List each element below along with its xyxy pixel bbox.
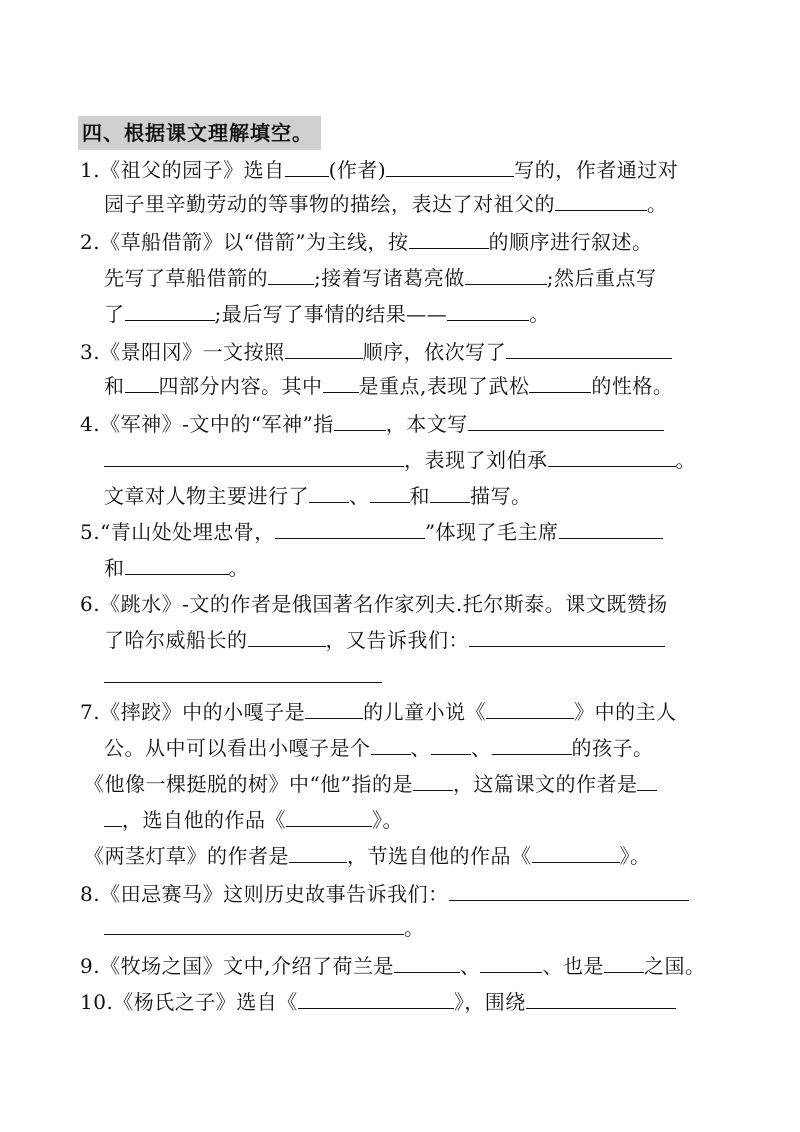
item-2-text: ;然后重点写	[546, 266, 657, 290]
item-4-line-2	[104, 446, 696, 474]
fill-blank[interactable]	[309, 482, 349, 503]
item-8-line-2	[104, 914, 425, 942]
fill-blank[interactable]	[268, 264, 314, 285]
item-3-text: 3.《景阳冈》一文按照	[80, 340, 285, 364]
item-5-text: 5.“青山处处埋忠骨，	[80, 520, 275, 544]
item-10-line-1	[80, 988, 676, 1016]
fill-blank[interactable]	[104, 446, 404, 467]
fill-blank[interactable]	[532, 842, 620, 863]
section-heading: 四、根据课文理解填空。	[78, 116, 321, 150]
item-7-text: ，节选自他的作品《	[347, 844, 532, 868]
item-2-line-3	[104, 300, 550, 328]
item-4-text: 、	[349, 484, 370, 508]
item-10-text: 》，围绕	[453, 990, 526, 1014]
fill-blank[interactable]	[104, 914, 404, 935]
item-1-text: 1.《祖父的园子》选自	[80, 158, 285, 182]
item-5-line-1	[80, 518, 663, 546]
item-7-text: 》中的主人	[574, 700, 677, 724]
item-2-text: 。	[529, 302, 550, 326]
item-5-text: 。	[228, 556, 249, 580]
fill-blank[interactable]	[492, 734, 572, 755]
fill-blank[interactable]	[125, 554, 229, 575]
fill-blank[interactable]	[486, 698, 574, 719]
item-7-text: 》。	[619, 844, 651, 868]
item-8-text: 8.《田忌赛马》这则历史故事告诉我们：	[80, 882, 449, 906]
item-3-text: 和	[104, 374, 125, 398]
item-6-line-1	[80, 590, 668, 618]
fill-blank[interactable]	[506, 338, 672, 359]
item-4-text: ，表现了刘伯承	[404, 448, 548, 472]
item-1-line-2	[104, 190, 668, 218]
fill-blank[interactable]	[275, 518, 425, 539]
fill-blank[interactable]	[371, 734, 411, 755]
item-3-text: 是重点,表现了武松	[358, 374, 530, 398]
fill-blank[interactable]	[526, 988, 676, 1009]
item-7-text: 的儿童小说《	[363, 700, 487, 724]
item-7-line-1	[80, 698, 677, 726]
fill-blank[interactable]	[286, 806, 372, 827]
item-7-line-4	[104, 806, 403, 834]
fill-blank[interactable]	[413, 770, 453, 791]
item-6-line-2	[104, 626, 665, 654]
fill-blank[interactable]	[409, 228, 489, 249]
item-2-text: ;最后写了事情的结果——	[214, 302, 448, 326]
item-7-text: ，这篇课文的作者是	[452, 772, 638, 796]
fill-blank[interactable]	[447, 300, 529, 321]
item-4-text: 文章对人物主要进行了	[104, 484, 309, 508]
item-2-text: ;接着写诸葛亮做	[314, 266, 465, 290]
item-7-text: 》。	[372, 808, 403, 832]
item-6-line-3	[104, 662, 382, 690]
fill-blank[interactable]	[431, 734, 471, 755]
item-6-text: ，又告诉我们：	[325, 628, 469, 652]
item-2-text: 2.《草船借箭》以“借箭”为主线，按	[80, 230, 409, 254]
item-7-text: 的孩子。	[571, 736, 654, 760]
fill-blank[interactable]	[370, 482, 410, 503]
fill-blank[interactable]	[480, 952, 542, 973]
item-5-text: 和	[104, 556, 125, 580]
fill-blank[interactable]	[248, 626, 326, 647]
item-8-line-1	[80, 880, 689, 908]
item-4-line-1	[80, 410, 664, 438]
fill-blank[interactable]	[298, 988, 454, 1009]
item-3-line-1	[80, 338, 672, 366]
item-7-line-3	[84, 770, 657, 798]
item-1-text: 写的，作者通过对	[514, 158, 679, 182]
item-7-text: 、	[471, 736, 492, 760]
item-1-text: 。	[647, 192, 668, 216]
item-2-line-1	[80, 228, 653, 256]
fill-blank[interactable]	[386, 156, 514, 177]
item-9-line-1	[80, 952, 705, 980]
fill-blank[interactable]	[430, 482, 470, 503]
item-2-line-2	[104, 264, 657, 292]
item-7-line-5	[84, 842, 651, 870]
fill-blank[interactable]	[559, 518, 663, 539]
item-4-text: 。	[675, 448, 696, 472]
item-9-text: 9.《牧场之国》文中,介绍了荷兰是	[80, 954, 394, 978]
item-2-text: 了	[104, 302, 125, 326]
item-2-text: 的顺序进行叙述。	[488, 230, 653, 254]
item-5-line-2	[104, 554, 249, 582]
item-4-line-3	[104, 482, 532, 510]
fill-blank[interactable]	[285, 338, 363, 359]
item-4-text: 4.《军神》-文中的“军神”指	[80, 412, 334, 436]
fill-blank[interactable]	[334, 410, 386, 431]
item-6-text: 了哈尔威船长的	[104, 628, 248, 652]
item-3-text: 顺序，依次写了	[362, 340, 507, 364]
item-7-line-2	[104, 734, 654, 762]
fill-blank[interactable]	[529, 372, 591, 393]
item-4-text: ，本文写	[385, 412, 468, 436]
item-9-text: 、	[459, 954, 481, 978]
fill-blank[interactable]	[323, 372, 359, 393]
item-6-text: 6.《跳水》-文的作者是俄国著名作家列夫.托尔斯泰。课文既赞扬	[80, 592, 668, 616]
item-10-text: 10.《杨氏之子》选自《	[80, 990, 298, 1014]
item-4-text: 描写。	[470, 484, 532, 508]
fill-blank[interactable]	[289, 842, 347, 863]
fill-blank[interactable]	[449, 880, 689, 901]
fill-blank[interactable]	[104, 662, 382, 683]
item-3-line-2	[104, 372, 673, 400]
fill-blank[interactable]	[465, 264, 547, 285]
item-7-text: 、	[410, 736, 431, 760]
item-3-text: 的性格。	[591, 374, 674, 398]
fill-blank[interactable]	[604, 952, 644, 973]
item-1-text: (作者)	[328, 158, 387, 182]
item-4-text: 和	[409, 484, 430, 508]
fill-blank[interactable]	[104, 806, 122, 827]
fill-blank[interactable]	[469, 626, 665, 647]
fill-blank[interactable]	[125, 372, 159, 393]
item-1-line-1	[80, 156, 678, 184]
item-7-text: 公。从中可以看出小嘎子是个	[104, 736, 371, 760]
item-9-text: 、也是	[542, 954, 604, 978]
item-7-text: 7.《摔跤》中的小嘎子是	[80, 700, 306, 724]
item-2-text: 先写了草船借箭的	[104, 266, 268, 290]
fill-blank[interactable]	[468, 410, 664, 431]
fill-blank[interactable]	[548, 446, 676, 467]
item-7-text: 《两茎灯草》的作者是	[84, 844, 289, 868]
item-7-text: ，选自他的作品《	[122, 808, 286, 832]
fill-blank[interactable]	[305, 698, 363, 719]
fill-blank[interactable]	[637, 770, 657, 791]
fill-blank[interactable]	[125, 300, 215, 321]
item-1-text: 园子里辛勤劳动的等事物的描绘，表达了对祖父的	[104, 192, 555, 216]
item-5-text: ”体现了毛主席	[424, 520, 559, 544]
fill-blank[interactable]	[555, 190, 647, 211]
fill-blank[interactable]	[285, 156, 329, 177]
item-7-text: 《他像一棵挺脱的树》中“他”指的是	[84, 772, 413, 796]
fill-blank[interactable]	[394, 952, 460, 973]
item-8-text: 。	[404, 916, 425, 940]
item-3-text: 四部分内容。其中	[158, 374, 323, 398]
item-9-text: 之国。	[643, 954, 706, 978]
